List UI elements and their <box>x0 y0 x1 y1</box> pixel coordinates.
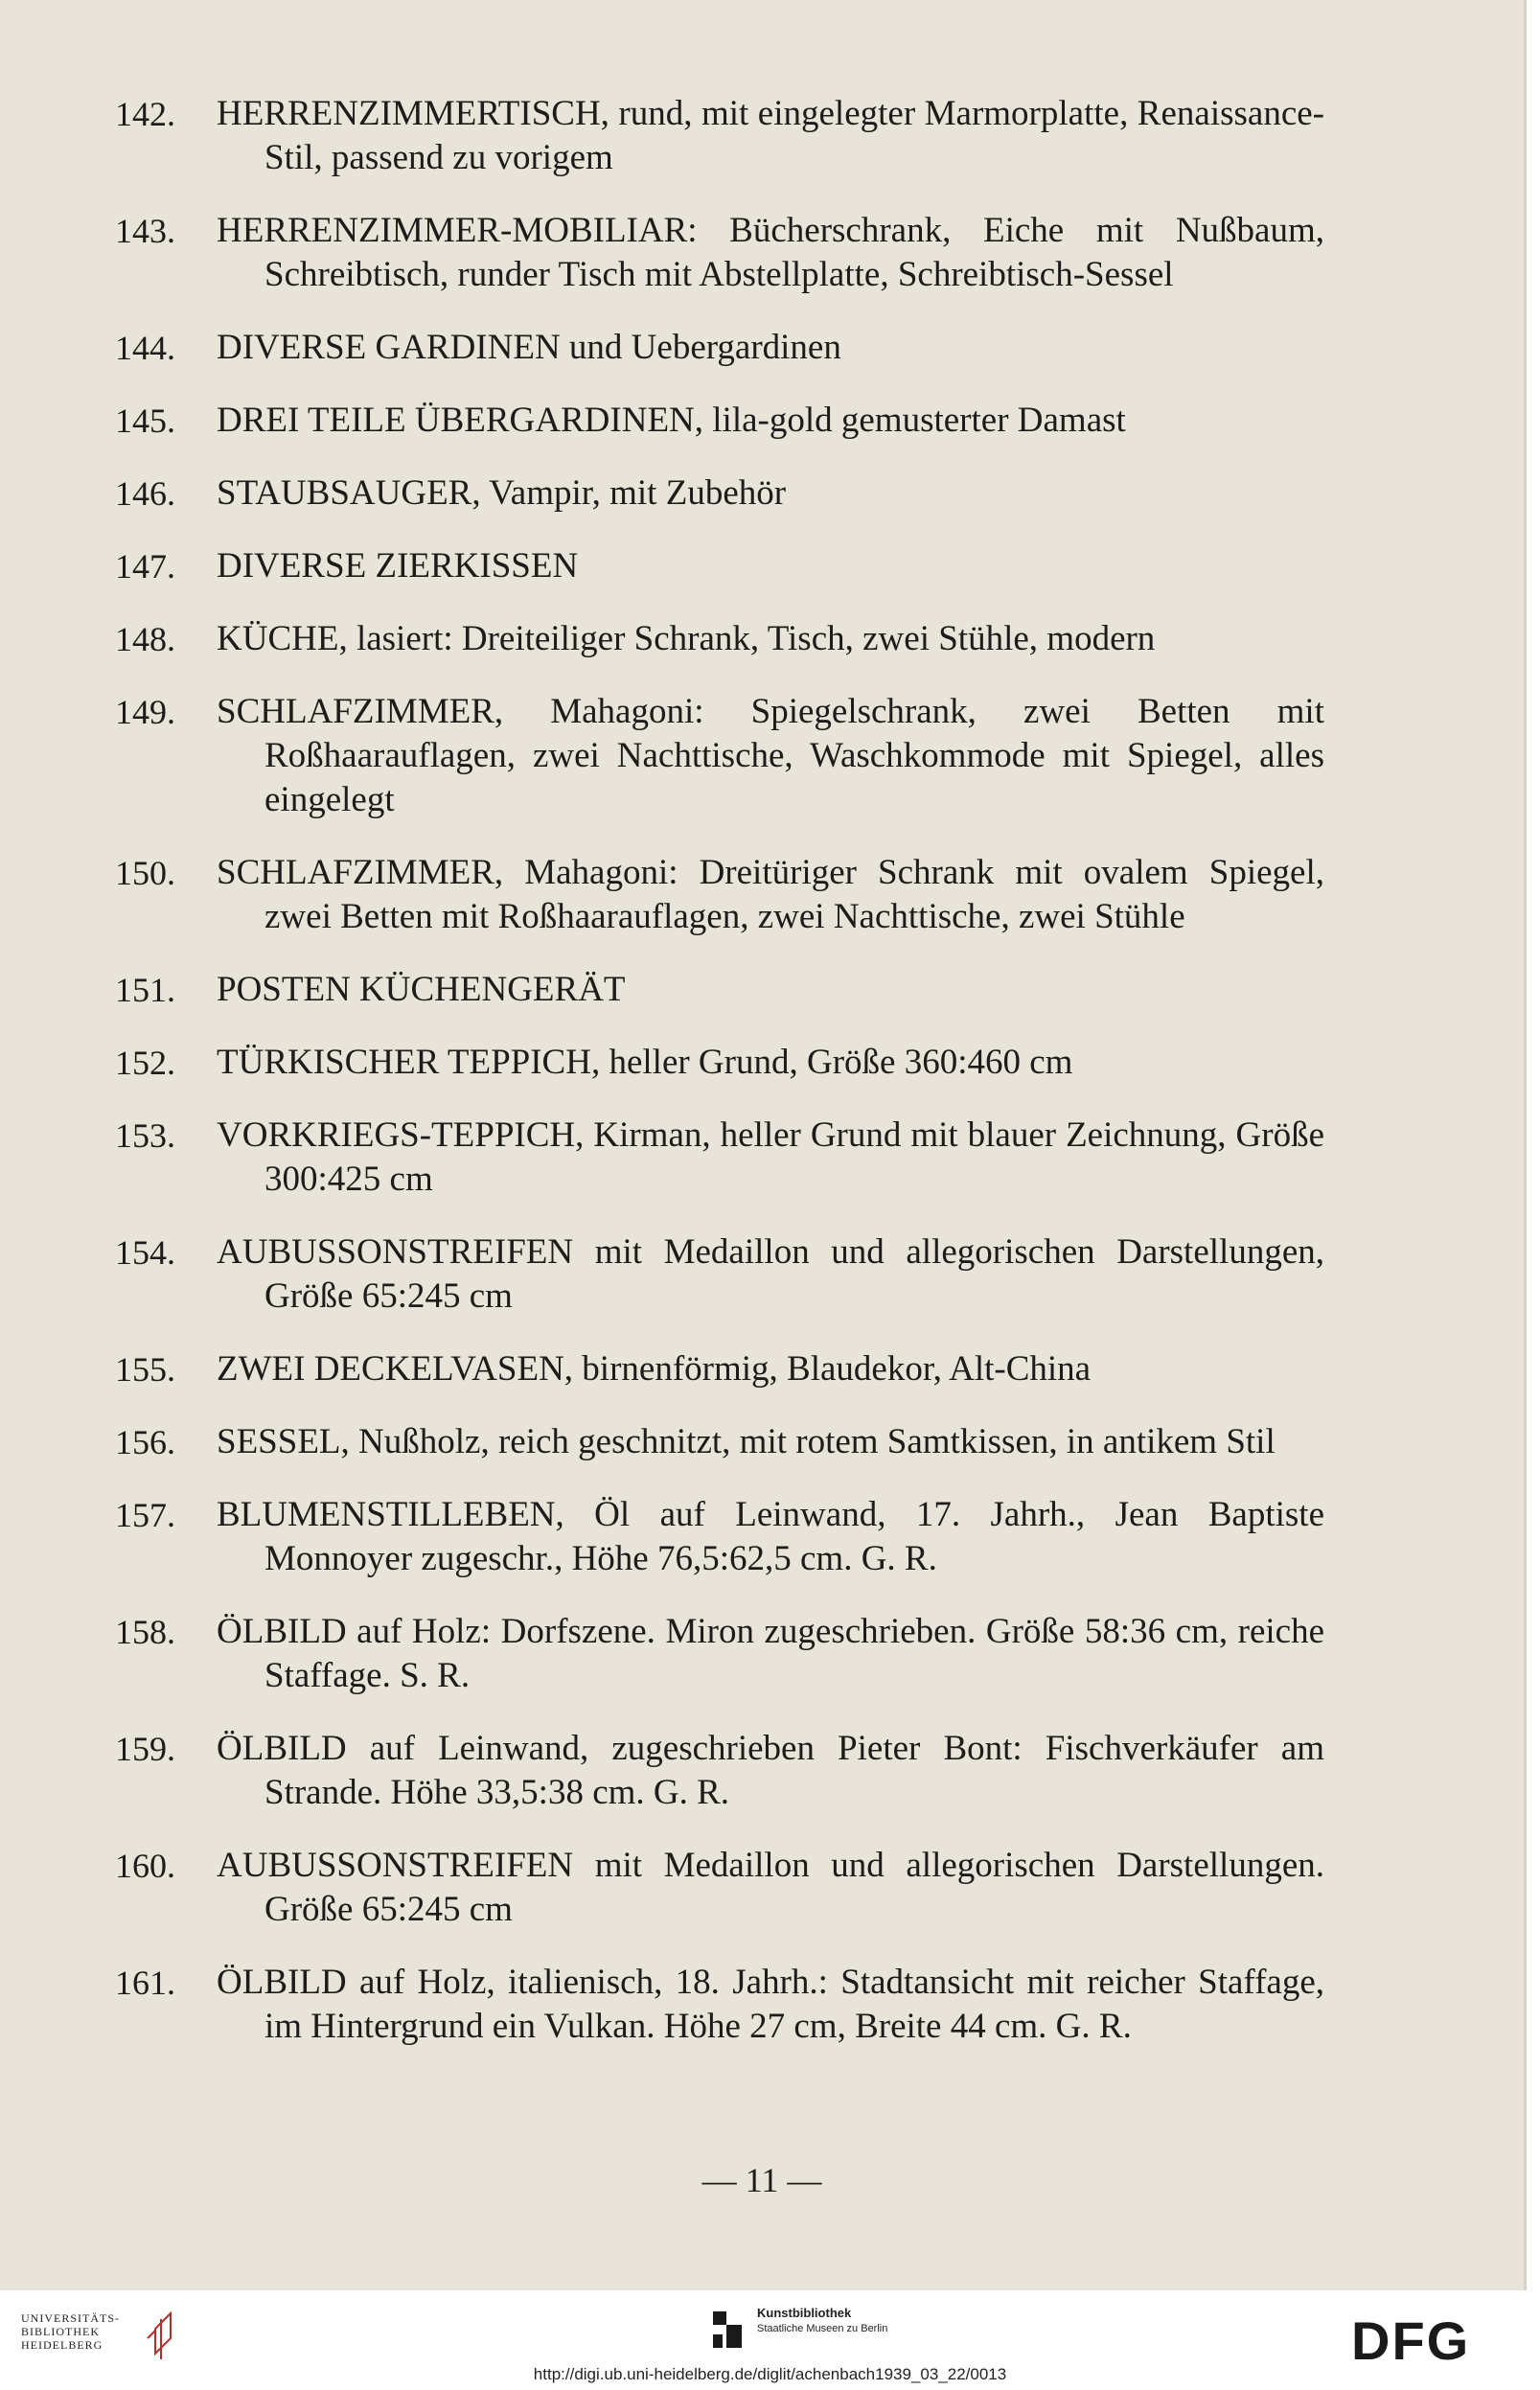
entry-number: 153. <box>115 1116 175 1155</box>
entry-description: KÜCHE, lasiert: Dreiteiliger Schrank, Tisch, zwei Stühle, modern <box>217 619 1156 658</box>
entry-number: 156. <box>115 1423 175 1461</box>
catalog-entry <box>0 1844 1524 1932</box>
entry-number: 152. <box>115 1044 175 1082</box>
catalog-entry <box>0 1041 1524 1085</box>
entry-description: DIVERSE GARDINEN und Uebergardinen <box>217 328 841 367</box>
ub-heidelberg-mark-icon <box>142 2310 184 2363</box>
entry-description: BLUMENSTILLEBEN, Öl auf Leinwand, 17. Jahrh., Jean Baptiste Monnoyer zugeschr., Höhe 76,5:62,5 cm. G. R. <box>217 1495 1324 1578</box>
catalog-entry <box>0 1114 1524 1202</box>
footer-bar <box>0 2290 1540 2390</box>
catalog-entry <box>0 1727 1524 1815</box>
entry-number: 161. <box>115 1964 175 2002</box>
entry-number: 159. <box>115 1730 175 1768</box>
entry-number: 148. <box>115 620 175 658</box>
entry-description: STAUBSAUGER, Vampir, mit Zubehör <box>217 473 787 513</box>
kunstbibliothek-subtitle: Staatliche Museen zu Berlin <box>757 2323 888 2334</box>
catalog-entry <box>0 968 1524 1012</box>
kunstbibliothek-icon <box>711 2310 746 2352</box>
entry-number: 147. <box>115 547 175 586</box>
entry-number: 155. <box>115 1350 175 1389</box>
entry-description: VORKRIEGS-TEPPICH, Kirman, heller Grund mit blauer Zeichnung, Größe 300:425 cm <box>217 1115 1324 1199</box>
catalog-entry <box>0 1347 1524 1391</box>
entry-description: ÖLBILD auf Holz, italienisch, 18. Jahrh.: Stadtansicht mit reicher Staffage, im Hintergrund ein Vulkan. Höhe 27 cm, Breite 44 cm. G. R. <box>217 1963 1324 2046</box>
kunstbibliothek-name[interactable]: Kunstbibliothek <box>757 2306 852 2320</box>
entry-description: ZWEI DECKELVASEN, birnenförmig, Blaudekor, Alt-China <box>217 1349 1092 1389</box>
catalog-entry <box>0 471 1524 516</box>
entry-number: 158. <box>115 1613 175 1651</box>
entry-number: 146. <box>115 474 175 513</box>
entry-description: SCHLAFZIMMER, Mahagoni: Dreitüriger Schrank mit ovalem Spiegel, zwei Betten mit Roßhaarauflagen, zwei Nachttische, zwei Stühle <box>217 853 1324 936</box>
entry-description: TÜRKISCHER TEPPICH, heller Grund, Größe 360:460 cm <box>217 1043 1073 1082</box>
ub-line-1: UNIVERSITÄTS- <box>21 2311 120 2325</box>
entry-number: 144. <box>115 329 175 367</box>
catalog-entry <box>0 851 1524 939</box>
entry-description: ÖLBILD auf Holz: Dorfszene. Miron zugeschrieben. Größe 58:36 cm, reiche Staffage. S. R. <box>217 1612 1324 1695</box>
entry-number: 157. <box>115 1496 175 1534</box>
ub-line-3: HEIDELBERG <box>21 2338 103 2352</box>
catalog-entry <box>0 326 1524 370</box>
entry-description: ÖLBILD auf Leinwand, zugeschrieben Pieter Bont: Fischverkäufer am Strande. Höhe 33,5:38 cm. G. R. <box>217 1729 1324 1812</box>
catalog-entry <box>0 690 1524 822</box>
page-number: — 11 — <box>701 2161 822 2199</box>
catalog-entry <box>0 1610 1524 1698</box>
catalog-entry <box>0 1230 1524 1319</box>
catalog-entry <box>0 209 1524 297</box>
entry-description: HERRENZIMMERTISCH, rund, mit eingelegter Marmorplatte, Renaissance-Stil, passend zu vorigem <box>217 94 1324 177</box>
entry-description: SESSEL, Nußholz, reich geschnitzt, mit rotem Samtkissen, in antikem Stil <box>217 1422 1276 1461</box>
dfg-logo[interactable]: DFG <box>1351 2310 1471 2371</box>
entry-description: AUBUSSONSTREIFEN mit Medaillon und allegorischen Darstellungen, Größe 65:245 cm <box>217 1232 1324 1316</box>
entry-number: 160. <box>115 1847 175 1885</box>
catalog-entry <box>0 617 1524 661</box>
ub-heidelberg-logo-text[interactable] <box>21 2311 120 2352</box>
ub-line-2: BIBLIOTHEK <box>21 2325 100 2338</box>
catalog-entry <box>0 1420 1524 1464</box>
entry-number: 145. <box>115 402 175 440</box>
catalog-entry <box>0 92 1524 180</box>
entry-number: 150. <box>115 854 175 892</box>
entry-number: 149. <box>115 693 175 731</box>
entry-number: 154. <box>115 1233 175 1272</box>
entry-number: 142. <box>115 95 175 133</box>
entry-description: DREI TEILE ÜBERGARDINEN, lila-gold gemusterter Damast <box>217 401 1126 440</box>
entry-description: DIVERSE ZIERKISSEN <box>217 546 579 586</box>
catalog-entry <box>0 1961 1524 2049</box>
catalog-entries <box>0 92 1524 2078</box>
catalog-entry <box>0 544 1524 588</box>
catalog-entry <box>0 1493 1524 1581</box>
entry-description: POSTEN KÜCHENGERÄT <box>217 970 626 1009</box>
entry-description: SCHLAFZIMMER, Mahagoni: Spiegelschrank, zwei Betten mit Roßhaarauflagen, zwei Nachttische, Waschkommode mit Spiegel, alles eingelegt <box>217 692 1324 819</box>
permalink-url[interactable]: http://digi.ub.uni-heidelberg.de/diglit/achenbach1939_03_22/0013 <box>533 2365 1007 2383</box>
entry-number: 143. <box>115 212 175 250</box>
entry-description: HERRENZIMMER-MOBILIAR: Bücherschrank, Eiche mit Nußbaum, Schreibtisch, runder Tisch mit Abstellplatte, Schreibtisch-Sessel <box>217 211 1324 294</box>
catalog-entry <box>0 399 1524 443</box>
entry-description: AUBUSSONSTREIFEN mit Medaillon und allegorischen Darstellungen. Größe 65:245 cm <box>217 1846 1324 1929</box>
entry-number: 151. <box>115 971 175 1009</box>
